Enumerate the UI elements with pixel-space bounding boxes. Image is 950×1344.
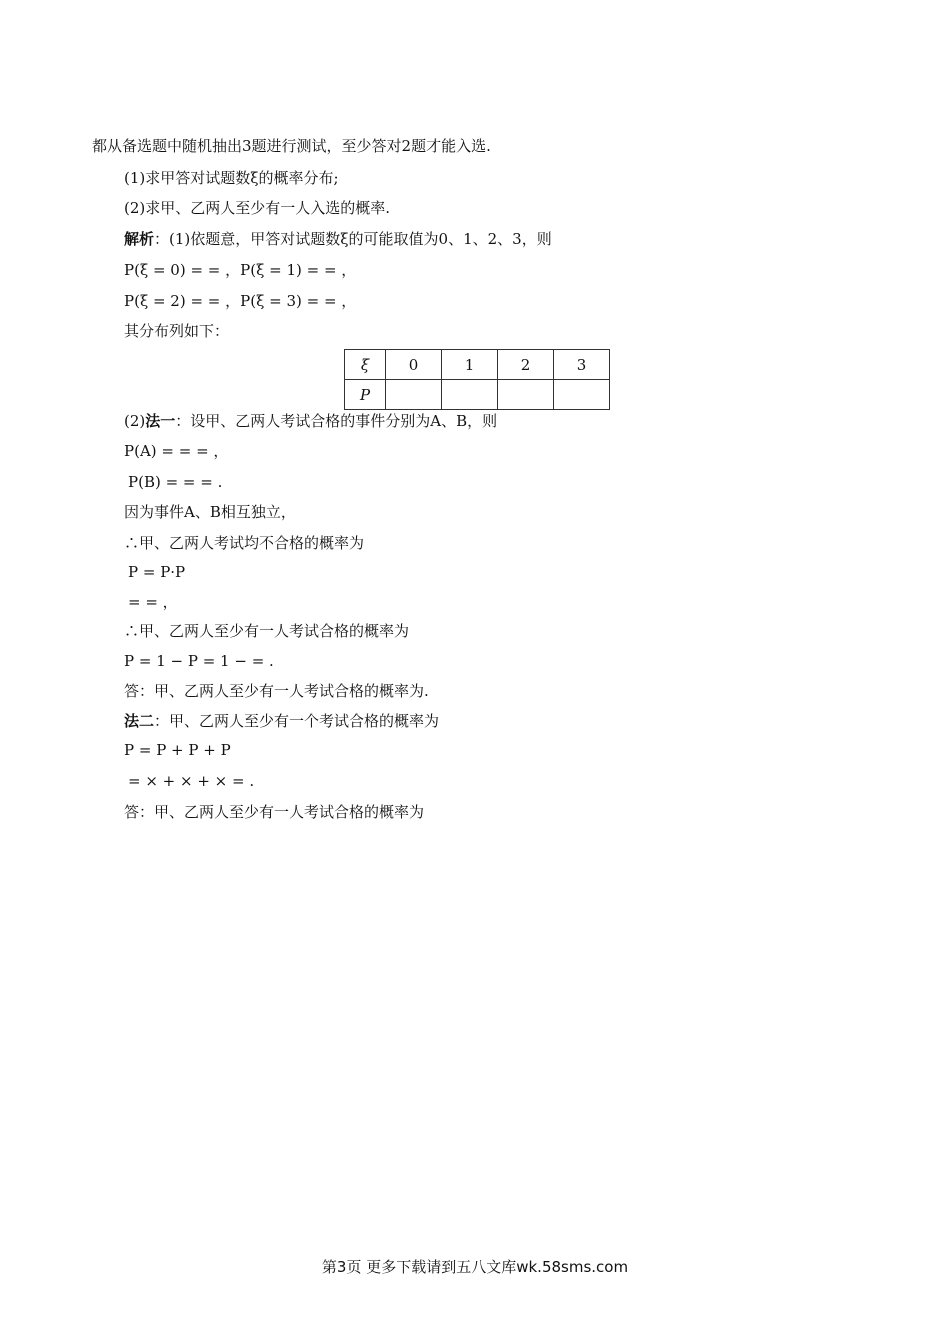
sum-line: P = P + P + P <box>124 741 231 759</box>
prob-0-1: P(ξ = 0) = = ，P(ξ = 1) = = ， <box>124 261 357 279</box>
equation-2: = × + × + × = . <box>128 772 255 790</box>
table-row-label: P <box>345 380 386 410</box>
table-header-cell: 2 <box>498 350 554 380</box>
method-2-label: 法二 <box>124 712 155 730</box>
table-header-cell: ξ <box>345 350 386 380</box>
question-1: (1)求甲答对试题数ξ的概率分布; <box>124 169 339 187</box>
both-fail-line: ∴甲、乙两人考试均不合格的概率为 <box>124 534 365 552</box>
complement-line: P = 1 − P = 1 − = . <box>124 652 274 670</box>
table-header-cell: 0 <box>386 350 442 380</box>
table-row <box>345 380 610 410</box>
question-2: (2)求甲、乙两人至少有一人入选的概率. <box>124 199 391 217</box>
method-2-text: ：甲、乙两人至少有一个考试合格的概率为 <box>154 712 440 730</box>
solution-line <box>124 229 552 249</box>
prob-2-3: P(ξ = 2) = = ，P(ξ = 3) = = ， <box>124 292 357 310</box>
at-least-one-line: ∴甲、乙两人至少有一人考试合格的概率为 <box>124 622 410 640</box>
answer-1: 答：甲、乙两人至少有一人考试合格的概率为. <box>124 682 429 700</box>
solution-label: 解析 <box>124 230 155 248</box>
product-line: P = P·P <box>128 563 186 581</box>
table-cell <box>386 380 442 410</box>
distribution-intro: 其分布列如下： <box>124 322 230 340</box>
method-1-line <box>124 411 497 431</box>
table-header-cell: 1 <box>442 350 498 380</box>
independence-line: 因为事件A、B相互独立， <box>124 503 296 521</box>
page-footer: 第3页 更多下载请到五八文库wk.58sms.com <box>321 1258 629 1276</box>
intro-line: 都从备选题中随机抽出3题进行测试，至少答对2题才能入选. <box>92 137 491 155</box>
table-header-row <box>345 350 610 380</box>
method-1-label: 法一 <box>145 412 176 430</box>
table-cell <box>554 380 610 410</box>
table-header-cell: 3 <box>554 350 610 380</box>
distribution-table <box>344 349 610 410</box>
prob-b: P(B) = = = . <box>128 473 223 491</box>
method-1-prefix: (2) <box>124 412 146 430</box>
solution-text: ：(1)依题意，甲答对试题数ξ的可能取值为0、1、2、3，则 <box>154 230 552 248</box>
equation-1: = = ， <box>128 593 178 611</box>
table-cell <box>442 380 498 410</box>
prob-a: P(A) = = = ， <box>124 442 229 460</box>
answer-2: 答：甲、乙两人至少有一人考试合格的概率为 <box>124 803 425 821</box>
method-2-line <box>124 711 439 731</box>
method-1-text: ：设甲、乙两人考试合格的事件分别为A、B，则 <box>175 412 498 430</box>
table-cell <box>498 380 554 410</box>
